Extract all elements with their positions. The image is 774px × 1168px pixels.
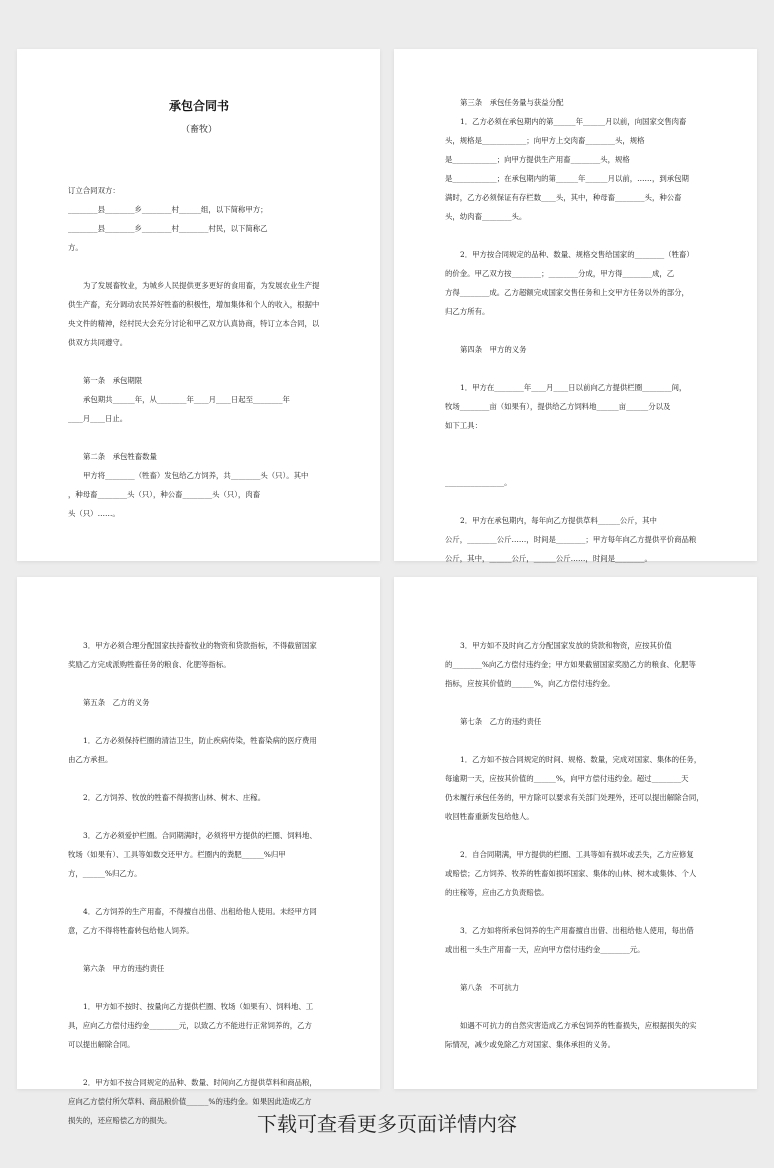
- page-3-body: [68, 617, 330, 1130]
- text-line: 头（只）……。: [68, 509, 120, 518]
- text-line: 订立合同双方：: [68, 186, 120, 195]
- text-line: 每逾期一天，应按其价值的______%，向甲方偿付违约金。超过________天: [445, 774, 689, 783]
- spacer: [68, 674, 330, 693]
- article-heading: 第三条 承包任务量与获益分配: [460, 98, 564, 107]
- spacer: [68, 617, 330, 636]
- text-line: 满时，乙方必须保证有存栏数____头，其中，种母畜________头，种公畜: [445, 193, 682, 202]
- text-line: ________县________乡________村________村民，以下简称乙: [68, 224, 268, 233]
- text-line: 1．甲方如不按时、按量向乙方提供栏圈、牧场（如果有）、饲料地、工: [83, 1002, 314, 1011]
- text-line: 如下工具：: [445, 421, 482, 430]
- text-line: 牧场________亩（如果有），提供给乙方饲料地______亩______分以及: [445, 402, 671, 411]
- text-line: 方，______%归乙方。: [68, 869, 142, 878]
- article-heading: 第一条 承包期限: [83, 376, 143, 385]
- text-line: 3．乙方如将所承包饲养的生产用畜擅自出借、出租给他人使用，每出借: [460, 926, 694, 935]
- text-line: 指标，应按其价值的______%，向乙方偿付违约金。: [445, 679, 615, 688]
- spacer: [445, 693, 707, 712]
- page-4-body: [445, 617, 707, 1054]
- text-line: 2．自合同期满，甲方提供的栏圈、工具等如有损坏或丢失，乙方应修复: [460, 850, 694, 859]
- text-line: 方得________成。乙方超额完成国家交售任务和上交甲方任务以外的部分，: [445, 288, 689, 297]
- text-line: 奖励乙方完成派购牲畜任务的粮食、化肥等指标。: [68, 660, 231, 669]
- spacer: [445, 959, 707, 978]
- page-2-body: [445, 93, 707, 568]
- spacer: [68, 257, 330, 276]
- text-line: 2．甲方在承包期内，每年向乙方提供草料______公斤，其中: [460, 516, 657, 525]
- page-1-body: [68, 181, 330, 523]
- spacer: [68, 428, 330, 447]
- text-line: 或赔偿；乙方饲养、牧养的牲畜如损坏国家、集体的山林、树木或集体、个人: [445, 869, 697, 878]
- text-line: 是____________；在承包期内的第______年______月以前，……，到承包期: [445, 174, 689, 183]
- spacer: [445, 454, 707, 473]
- text-line: ，种母畜________头（只），种公畜________头（只），肉畜: [68, 490, 261, 499]
- text-line: 1．甲方在________年____月____日以前向乙方提供栏圈________间，: [460, 383, 687, 392]
- contract-subtitle: （畜牧）: [180, 125, 217, 135]
- text-line: 公斤，其中，______公斤，______公斤……，时间是________。: [445, 554, 652, 563]
- text-line: 仍未履行承包任务的，甲方除可以要求有关部门处理外，还可以提出解除合同，: [445, 793, 704, 802]
- text-line: 2．甲方如不按合同规定的品种、数量、时间向乙方提供草料和商品粮，: [83, 1078, 317, 1087]
- text-line: 3．甲方如不及时向乙方分配国家发放的贷款和物资，应按其价值: [460, 641, 672, 650]
- document-page-3: [17, 577, 380, 1125]
- article-heading: 第二条 承包牲畜数量: [83, 452, 157, 461]
- text-line: 或出租一头生产用畜一天，应向甲方偿付违约金________元。: [445, 945, 645, 954]
- article-heading: 第四条 甲方的义务: [460, 345, 527, 354]
- spacer: [445, 435, 707, 454]
- text-line: 甲方将________（牲畜）发包给乙方饲养，共________头（只）。其中: [83, 471, 309, 480]
- text-line: 可以提出解除合同。: [68, 1040, 135, 1049]
- spacer: [68, 352, 330, 371]
- text-line: 头，幼肉畜________头。: [445, 212, 527, 221]
- document-page-1: [17, 49, 380, 561]
- text-line: 1．乙方必须保持栏圈的清洁卫生，防止疾病传染，牲畜染病的医疗费用: [83, 736, 317, 745]
- spacer: [445, 321, 707, 340]
- text-line: 的________%向乙方偿付违约金；甲方如果截留国家奖励乙方的粮食、化肥等: [445, 660, 696, 669]
- text-line: 具，应向乙方偿付违约金________元，以致乙方不能进行正常饲养的，乙方: [68, 1021, 312, 1030]
- text-line: 际情况，减少或免除乙方对国家、集体承担的义务。: [445, 1040, 615, 1049]
- text-line: 为了发展畜牧业，为城乡人民提供更多更好的食用畜，为发展农业生产提: [83, 281, 320, 290]
- text-line: 承包期共______年，从________年____月____日起至________年: [83, 395, 290, 404]
- spacer: [68, 769, 330, 788]
- article-heading: 第八条 不可抗力: [460, 983, 520, 992]
- spacer: [68, 1054, 330, 1073]
- spacer: [445, 997, 707, 1016]
- text-line: 应向乙方偿付所欠草料、商品粮价值______%的违约金。如果因此造成乙方: [68, 1097, 312, 1106]
- text-line: 方。: [68, 243, 83, 252]
- text-line: 头，规格是____________；向甲方上交肉畜________头，规格: [445, 136, 645, 145]
- text-line: 公斤，________公斤……，时间是________；甲方每年向乙方提供平价商品粮: [445, 535, 697, 544]
- spacer: [445, 617, 707, 636]
- text-line: 1．乙方如不按合同规定的时间、规格、数量，完成对国家、集体的任务，: [460, 755, 702, 764]
- spacer: [68, 940, 330, 959]
- article-heading: 第五条 乙方的义务: [83, 698, 150, 707]
- spacer: [445, 492, 707, 511]
- text-line: 牧场（如果有）、工具等如数交还甲方。栏圈内的粪肥______%归甲: [68, 850, 286, 859]
- spacer: [445, 359, 707, 378]
- text-line: 归乙方所有。: [445, 307, 490, 316]
- text-line: 3．乙方必须爱护栏圈。合同期满时，必须将甲方提供的栏圈、饲料地、: [83, 831, 317, 840]
- spacer: [445, 226, 707, 245]
- article-heading: 第七条 乙方的违约责任: [460, 717, 542, 726]
- spacer: [445, 826, 707, 845]
- text-line: 供生产畜，充分调动农民养好牲畜的积极性，增加集体和个人的收入，根据中: [68, 300, 320, 309]
- text-line: 损失的，还应赔偿乙方的损失。: [68, 1116, 172, 1125]
- spacer: [68, 883, 330, 902]
- text-line: 供双方共同遵守。: [68, 338, 128, 347]
- document-page-2: [394, 49, 757, 561]
- article-heading: 第六条 甲方的违约责任: [83, 964, 165, 973]
- spacer: [445, 731, 707, 750]
- spacer: [68, 807, 330, 826]
- text-line: 收回牲畜重新发包给他人。: [445, 812, 534, 821]
- text-line: 2．甲方按合同规定的品种、数量、规格交售给国家的________（牲畜）: [460, 250, 694, 259]
- text-line: 4．乙方饲养的生产用畜，不得擅自出借、出租给他人使用。未经甲方同: [83, 907, 317, 916]
- text-line: 央文件的精神，经村民大会充分讨论和甲乙双方认真协商，特订立本合同，以: [68, 319, 320, 328]
- spacer: [68, 712, 330, 731]
- text-line: 的庄稼等，应由乙方负责赔偿。: [445, 888, 549, 897]
- text-line: 如遇不可抗力的自然灾害造成乙方承包饲养的牲畜损失，应根据损失的实: [460, 1021, 697, 1030]
- text-line: 是____________；向甲方提供生产用畜________头，规格: [445, 155, 630, 164]
- text-line: 的价金。甲乙双方按________；________分成，甲方得________成，乙: [445, 269, 675, 278]
- spacer: [68, 978, 330, 997]
- document-page-4: [394, 577, 757, 1089]
- text-line: 由乙方承担。: [68, 755, 113, 764]
- text-line: 1．乙方必须在承包期内的第______年______月以前，向国家交售肉畜: [460, 117, 687, 126]
- text-line: ________县________乡________村______组，以下简称甲方；: [68, 205, 268, 214]
- text-line: 意，乙方不得将牲畜转包给他人饲养。: [68, 926, 194, 935]
- text-line: ________________。: [445, 478, 512, 487]
- spacer: [445, 902, 707, 921]
- contract-title: 承包合同书: [168, 99, 229, 113]
- text-line: 2．乙方饲养、牧放的牲畜不得损害山林、树木、庄稼。: [83, 793, 266, 802]
- download-caption: 下载可查看更多页面详情内容: [257, 1112, 517, 1136]
- text-line: ____月____日止。: [68, 414, 128, 423]
- text-line: 3．甲方必须合理分配国家扶持畜牧业的物资和贷款指标，不得截留国家: [83, 641, 317, 650]
